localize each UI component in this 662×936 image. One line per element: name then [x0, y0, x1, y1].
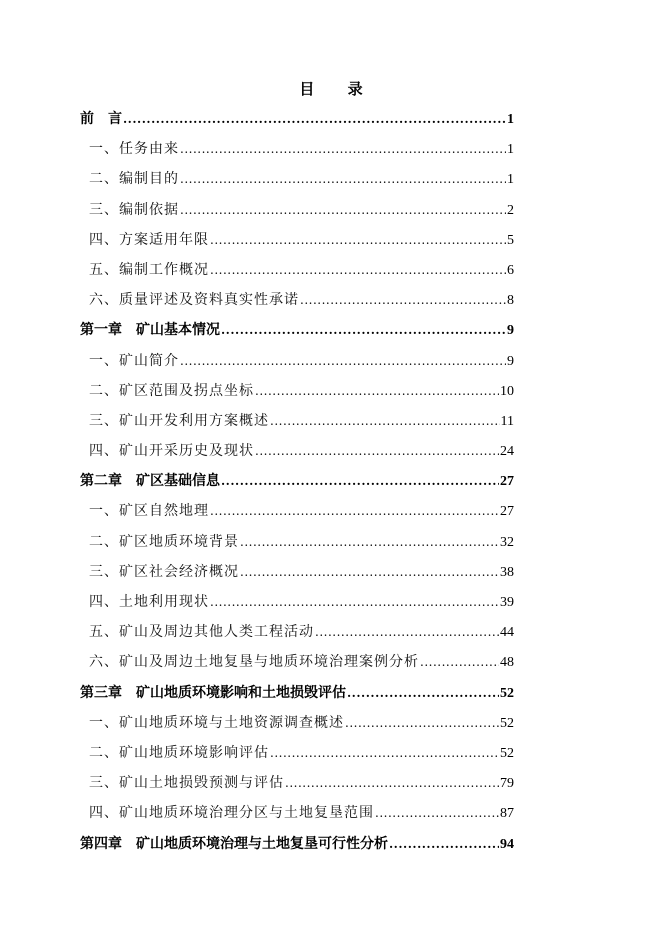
toc-entry-label: 一、任务由来: [89, 141, 179, 158]
toc-entry-page-number: 32: [500, 534, 514, 550]
toc-section-entry[interactable]: [80, 500, 514, 530]
dot-leader: [255, 440, 499, 462]
toc-entry-page-number: 10: [500, 383, 514, 399]
toc-section-entry[interactable]: [80, 440, 514, 470]
toc-entry-page-number: 11: [500, 413, 514, 429]
toc-entry-label: 一、矿区自然地理: [89, 503, 209, 520]
dot-leader: [270, 742, 499, 764]
dot-leader: [210, 229, 506, 251]
dot-leader: [315, 621, 499, 643]
dot-leader: [210, 259, 506, 281]
toc-entry-label: 第四章 矿山地质环境治理与土地复垦可行性分析: [80, 835, 388, 852]
dot-leader: [210, 500, 499, 522]
toc-entry-page-number: 39: [500, 595, 514, 610]
toc-entry-label: 二、矿区地质环境背景: [89, 533, 239, 550]
dot-leader: [285, 772, 499, 794]
toc-entry-page-number: 38: [500, 564, 514, 580]
toc-entry-label: 三、矿山土地损毁预测与评估: [89, 775, 284, 792]
toc-section-entry[interactable]: [80, 561, 514, 591]
toc-entry-page-number: 1: [507, 112, 514, 127]
dot-leader: [221, 319, 506, 341]
toc-section-entry[interactable]: [80, 199, 514, 229]
toc-title: 目 录: [299, 80, 377, 98]
toc-entry-page-number: 27: [500, 504, 514, 520]
table-of-contents: [80, 108, 514, 863]
toc-entry-label: 六、质量评述及资料真实性承诺: [89, 292, 299, 309]
toc-entry-page-number: 1: [507, 172, 514, 188]
toc-entry-label: 五、编制工作概况: [89, 261, 209, 278]
toc-entry-label: 二、矿山地质环境影响评估: [89, 744, 269, 761]
dot-leader: [347, 682, 499, 704]
dot-leader: [270, 410, 500, 432]
dot-leader: [389, 833, 499, 855]
dot-leader: [180, 350, 506, 372]
toc-entry-label: 五、矿山及周边其他人类工程活动: [89, 624, 314, 641]
toc-entry-page-number: 24: [500, 444, 514, 460]
toc-section-entry[interactable]: [80, 289, 514, 319]
toc-entry-page-number: 52: [500, 745, 514, 761]
toc-chapter-entry[interactable]: [80, 833, 514, 863]
dot-leader: [375, 802, 499, 824]
toc-entry-page-number: 48: [500, 655, 514, 671]
dot-leader: [300, 289, 506, 311]
toc-entry-page-number: 9: [507, 323, 514, 339]
toc-chapter-entry[interactable]: [80, 319, 514, 349]
toc-entry-page-number: 94: [500, 836, 514, 852]
toc-section-entry[interactable]: [80, 138, 514, 168]
toc-entry-label: 三、编制依据: [89, 201, 179, 218]
toc-entry-label: 一、矿山地质环境与土地资源调查概述: [89, 714, 344, 731]
dot-leader: [345, 712, 499, 734]
toc-entry-page-number: 6: [507, 262, 514, 278]
toc-entry-label: 四、矿山开采历史及现状: [89, 443, 254, 460]
dot-leader: [210, 591, 499, 613]
toc-chapter-entry[interactable]: [80, 682, 514, 712]
toc-entry-page-number: 79: [500, 776, 514, 792]
toc-entry-label: 四、土地利用现状: [89, 594, 209, 610]
dot-leader: [221, 470, 499, 492]
toc-entry-label: 四、矿山地质环境治理分区与土地复垦范围: [89, 805, 374, 822]
toc-section-entry[interactable]: [80, 531, 514, 561]
dot-leader: [123, 108, 506, 130]
toc-section-entry[interactable]: [80, 621, 514, 651]
toc-entry-page-number: 9: [507, 353, 514, 369]
toc-section-entry[interactable]: [80, 651, 514, 681]
toc-entry-label: 前 言: [80, 111, 122, 127]
toc-entry-page-number: 27: [500, 474, 514, 490]
toc-entry-page-number: 52: [500, 685, 514, 701]
toc-entry-label: 四、方案适用年限: [89, 231, 209, 248]
dot-leader: [240, 561, 499, 583]
toc-entry-label: 第三章 矿山地质环境影响和土地损毁评估: [80, 684, 346, 701]
toc-section-entry[interactable]: [80, 168, 514, 198]
dot-leader: [240, 531, 499, 553]
toc-entry-page-number: 8: [507, 293, 514, 309]
toc-section-entry[interactable]: [80, 712, 514, 742]
toc-entry-page-number: 87: [500, 806, 514, 822]
toc-section-entry[interactable]: [80, 410, 514, 440]
toc-entry-label: 六、矿山及周边土地复垦与地质环境治理案例分析: [89, 654, 419, 671]
toc-section-entry[interactable]: [80, 229, 514, 259]
toc-entry-label: 三、矿区社会经济概况: [89, 563, 239, 580]
toc-entry-page-number: 44: [500, 625, 514, 641]
toc-entry-page-number: 52: [500, 715, 514, 731]
toc-entry-label: 二、矿区范围及拐点坐标: [89, 382, 254, 399]
toc-entry-label: 二、编制目的: [89, 171, 179, 188]
toc-chapter-entry[interactable]: [80, 470, 514, 500]
toc-section-entry[interactable]: [80, 591, 514, 621]
toc-section-entry[interactable]: [80, 742, 514, 772]
dot-leader: [180, 168, 506, 190]
dot-leader: [180, 138, 506, 160]
toc-entry-page-number: 2: [507, 202, 514, 218]
toc-entry-label: 第一章 矿山基本情况: [80, 322, 220, 339]
toc-section-entry[interactable]: [80, 259, 514, 289]
toc-section-entry[interactable]: [80, 350, 514, 380]
toc-chapter-entry[interactable]: [80, 108, 514, 138]
toc-entry-page-number: 1: [507, 142, 514, 158]
dot-leader: [420, 651, 499, 673]
toc-entry-page-number: 5: [507, 232, 514, 248]
toc-section-entry[interactable]: [80, 380, 514, 410]
dot-leader: [180, 199, 506, 221]
toc-entry-label: 一、矿山简介: [89, 352, 179, 369]
toc-entry-label: 第二章 矿区基础信息: [80, 473, 220, 490]
toc-section-entry[interactable]: [80, 802, 514, 832]
toc-entry-label: 三、矿山开发利用方案概述: [89, 412, 269, 429]
toc-section-entry[interactable]: [80, 772, 514, 802]
dot-leader: [255, 380, 499, 402]
